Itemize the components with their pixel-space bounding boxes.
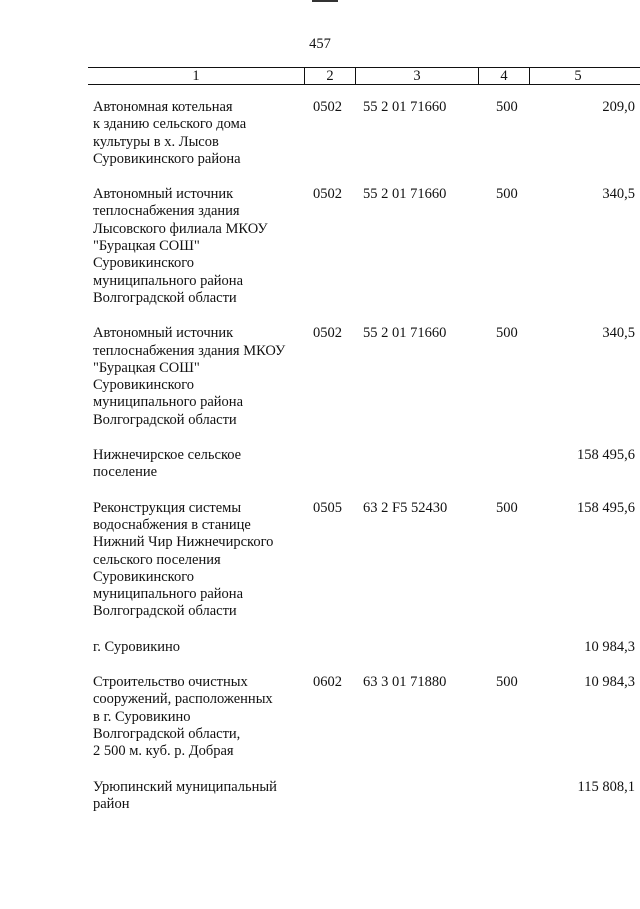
header-col-4: 4 <box>500 68 508 84</box>
table-body <box>0 99 640 831</box>
header-col-2: 2 <box>326 68 334 84</box>
table-row <box>0 500 640 621</box>
row-target-article: 55 2 01 71660 <box>363 186 447 203</box>
row-section-code: 0502 <box>313 325 342 342</box>
row-section-code: 0502 <box>313 99 342 115</box>
row-name: Реконструкция системы водоснабжения в станице Нижний Чир Нижнечирского сельского поселения Суровикинского муниципального района Волгоградской области <box>93 499 274 620</box>
table-row <box>0 639 640 656</box>
row-sum: 115 808,1 <box>577 778 635 795</box>
header-col-3: 3 <box>413 68 421 84</box>
row-expense-type: 500 <box>496 674 518 691</box>
table-row <box>0 325 640 429</box>
row-target-article: 55 2 01 71660 <box>363 99 447 115</box>
row-name: Автономная котельная к зданию сельского дома культуры в х. Лысов Суровикинского района <box>93 99 247 167</box>
page-number: 457 <box>309 36 331 52</box>
table-row <box>0 674 640 760</box>
row-sum: 340,5 <box>602 325 635 342</box>
row-name: Строительство очистных сооружений, расположенных в г. Суровикино Волгоградской области, 2 500 м. куб. р. Добрая <box>93 674 273 760</box>
header-col-5: 5 <box>574 68 582 84</box>
row-name: Нижнечирское сельское поселение <box>93 447 242 481</box>
row-expense-type: 500 <box>496 99 518 115</box>
row-sum: 10 984,3 <box>584 674 635 691</box>
row-section-code: 0502 <box>313 186 342 203</box>
row-name: г. Суровикино <box>93 638 181 655</box>
table-row <box>0 779 640 814</box>
row-target-article: 55 2 01 71660 <box>363 325 447 342</box>
header-bottom-rule <box>88 84 640 85</box>
table-row <box>0 447 640 482</box>
table-row <box>0 99 640 168</box>
row-section-code: 0602 <box>313 674 342 691</box>
row-section-code: 0505 <box>313 499 342 516</box>
row-name: Урюпинский муниципальный район <box>93 778 277 812</box>
row-target-article: 63 3 01 71880 <box>363 674 447 691</box>
row-target-article: 63 2 F5 52430 <box>363 499 448 516</box>
header-col-1: 1 <box>192 68 200 84</box>
row-expense-type: 500 <box>496 325 518 342</box>
row-sum: 340,5 <box>602 186 635 203</box>
row-name: Автономный источник теплоснабжения здания Лысовского филиала МКОУ "Бурацкая СОШ" Суровикинского муниципального района Волгоградской области <box>93 186 268 306</box>
row-name: Автономный источник теплоснабжения здания МКОУ "Бурацкая СОШ" Суровикинского муниципального района Волгоградской области <box>93 325 286 428</box>
row-sum: 209,0 <box>602 99 635 115</box>
table-row <box>0 186 640 307</box>
row-sum: 158 495,6 <box>577 499 635 516</box>
row-expense-type: 500 <box>496 499 518 516</box>
row-expense-type: 500 <box>496 186 518 203</box>
row-sum: 10 984,3 <box>584 638 635 655</box>
row-sum: 158 495,6 <box>577 447 635 464</box>
scan-edge-mark <box>312 0 338 2</box>
